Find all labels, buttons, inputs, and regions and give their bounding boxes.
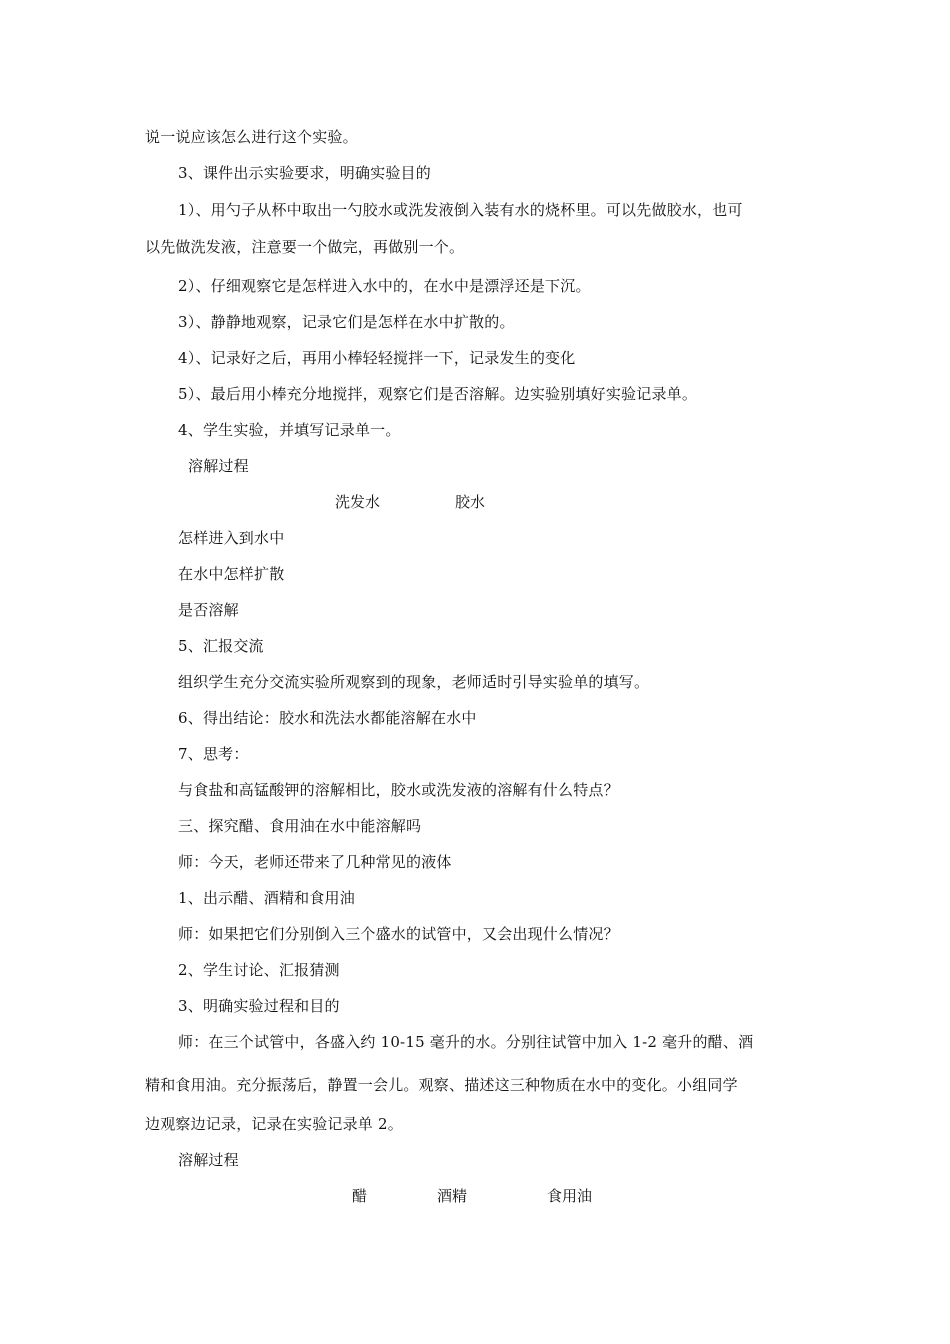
- table-header-cell: 洗发水: [335, 493, 381, 511]
- text-line: 5）、最后用小棒充分地搅拌，观察它们是否溶解。边实验别填好实验记录单。: [178, 385, 698, 403]
- table-header-cell: 酒精: [437, 1187, 468, 1205]
- text-line: 以先做洗发液，注意要一个做完，再做别一个。: [145, 238, 465, 256]
- section-heading: 三、探究醋、食用油在水中能溶解吗: [178, 817, 422, 835]
- text-line: 组织学生充分交流实验所观察到的现象，老师适时引导实验单的填写。: [178, 673, 650, 691]
- table-header-cell: 胶水: [455, 493, 486, 511]
- text-line: 7、思考：: [178, 745, 249, 763]
- text-line: 精和食用油。充分振荡后，静置一会儿。观察、描述这三种物质在水中的变化。小组同学: [145, 1076, 738, 1094]
- table-caption: 溶解过程: [188, 457, 249, 475]
- text-line: 2）、仔细观察它是怎样进入水中的，在水中是漂浮还是下沉。: [178, 277, 591, 295]
- text-line: 与食盐和高锰酸钾的溶解相比，胶水或洗发液的溶解有什么特点？: [178, 781, 619, 799]
- text-line: 2、学生讨论、汇报猜测: [178, 961, 340, 979]
- text-line: 3、课件出示实验要求，明确实验目的: [178, 164, 431, 182]
- text-line: 师：今天，老师还带来了几种常见的液体: [178, 853, 452, 871]
- table-row-label: 是否溶解: [178, 601, 239, 619]
- text-line: 1）、用勺子从杯中取出一勺胶水或洗发液倒入装有水的烧杯里。可以先做胶水，也可: [178, 201, 743, 219]
- table-row-label: 在水中怎样扩散: [178, 565, 285, 583]
- text-line: 说一说应该怎么进行这个实验。: [145, 128, 358, 146]
- text-line: 师：如果把它们分别倒入三个盛水的试管中，又会出现什么情况？: [178, 925, 619, 943]
- table-header-cell: 醋: [352, 1187, 368, 1205]
- text-line: 3、明确实验过程和目的: [178, 997, 340, 1015]
- table-row-label: 怎样进入到水中: [178, 529, 285, 547]
- table-caption: 溶解过程: [178, 1151, 239, 1169]
- text-line: 边观察边记录，记录在实验记录单 2。: [145, 1115, 403, 1133]
- table-header-cell: 食用油: [547, 1187, 593, 1205]
- text-line: 1、出示醋、酒精和食用油: [178, 889, 355, 907]
- text-line: 3）、静静地观察，记录它们是怎样在水中扩散的。: [178, 313, 515, 331]
- text-line: 师：在三个试管中，各盛入约 10-15 毫升的水。分别往试管中加入 1-2 毫升的醋、酒: [178, 1033, 754, 1051]
- text-line: 5、汇报交流: [178, 637, 264, 655]
- text-line: 6、得出结论：胶水和洗法水都能溶解在水中: [178, 709, 477, 727]
- text-line: 4、学生实验，并填写记录单一。: [178, 421, 401, 439]
- text-line: 4）、记录好之后，再用小棒轻轻搅拌一下，记录发生的变化: [178, 349, 576, 367]
